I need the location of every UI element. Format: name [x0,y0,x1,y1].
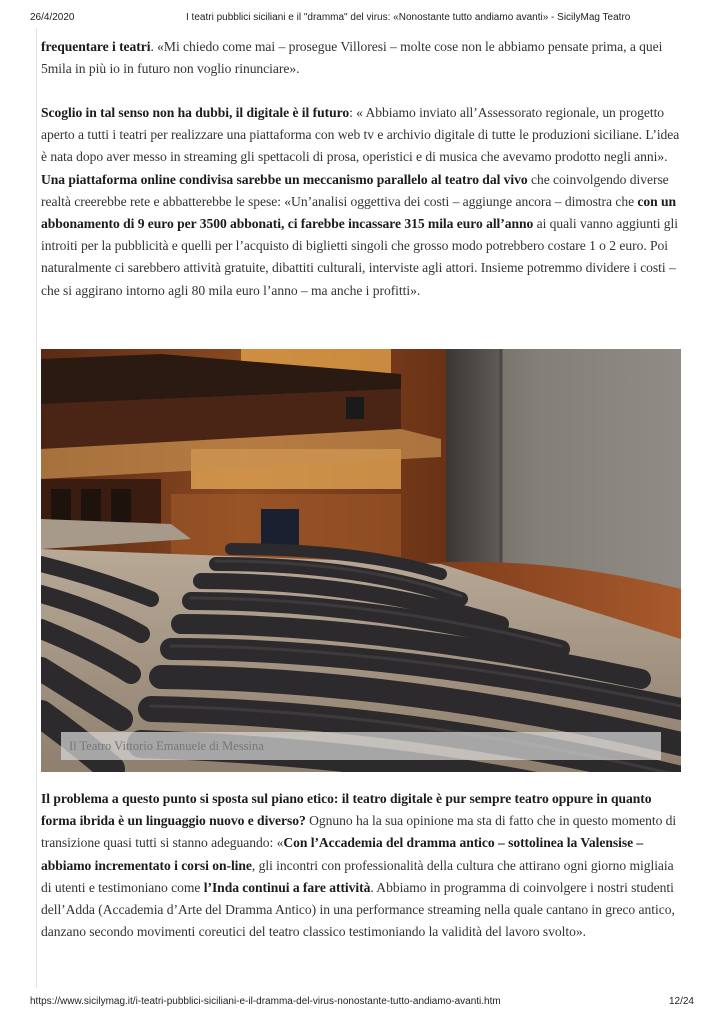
bold-text: Una piattaforma online condivisa sarebbe un meccanismo parallelo al teatro dal vivo [41,171,528,187]
print-date: 26/4/2020 [30,12,75,23]
bold-text: l’Inda continui a fare attività [203,879,371,895]
text-run: Ognuno ha la sua opinione ma sta di fatto che in questo momento di transizione quasi tutti si stanno adeguando: « [41,813,677,851]
print-title: I teatri pubblici siciliani e il "dramma" del virus: «Nonostante tutto andiamo avanti» - SicilyMag Teatro [186,12,631,23]
bold-text: Con l’Accademia del dramma antico – sottolinea la Valensise – abbiamo incrementato i corsi on-line [41,835,644,873]
text-run: . «Mi chiedo come mai – prosegue Villoresi – molte cose non le abbiamo pensate prima, a quei 5mila in più io in futuro non voglio rinunciare». [41,39,663,77]
paragraph-2 [41,102,681,302]
paragraph-1 [41,36,681,80]
bold-text: con un abbonamento di 9 euro per 3500 abbonati, ci farebbe incassare 315 mila euro all’anno [41,193,677,232]
bold-text: Scoglio in tal senso non ha dubbi, il digitale è il futuro [41,105,350,120]
text-run: che coinvolgendo diverse realtà creerebbe rete e abbatterebbe le spese: «Un’analisi oggettiva dei costi – aggiunge ancora – dimostra che [41,171,669,209]
text-run: ai quali vanno aggiunti gli introiti per la pubblicità e quelli per l’acquisto di biglietti singoli che grosso modo potrebbero costare 1 o 2 euro. Poi naturalmente ci sarebbero attività gratuite, dibattiti culturali, interviste agli attori. Insieme potremmo dividere i costi – che si aggirano intorno agli 80 mila euro l’anno – ma anche i profitti». [41,216,678,298]
bold-text: frequentare i teatri [41,39,151,54]
page-url: https://www.sicilymag.it/i-teatri-pubblici-siciliani-e-il-dramma-del-virus-nonostante-tutto-andiamo-avanti.htm [30,996,501,1007]
text-run: , gli incontri con professionalità della cultura che attirano ogni giorno migliaia di utenti e testimoniano come [41,857,674,895]
theatre-photo [41,349,681,772]
bold-text: Il problema a questo punto si sposta sul piano etico: il teatro digitale è pur sempre teatro oppure in quanto forma ibrida è un linguaggio nuovo e diverso? [41,791,652,829]
page-number: 12/24 [668,996,694,1007]
paragraph-3 [41,788,681,943]
text-run: . Abbiamo in programma di coinvolgere i nostri studenti dell’Adda (Accademia d’Arte del Dramma Antico) in una performance streaming nella quale cantano in greco antico, danzano secondo movimenti coreutici del teatro classico testimoniando la validità del lavoro svolto». [41,879,675,940]
print-header [0,12,724,28]
print-footer [0,996,724,1010]
margin-rule [36,28,37,988]
text-run: : « Abbiamo inviato all’Assessorato regionale, un progetto aperto a tutti i teatri per realizzare una piattaforma con web tv e archivio digitale di tutte le produzioni siciliane. L’idea è nata dopo aver messo in streaming gli spettacoli di prosa, operistici e di musica che avevamo prodotto negli anni». [41,105,680,165]
image-caption: Il Teatro Vittorio Emanuele di Messina [61,732,661,760]
